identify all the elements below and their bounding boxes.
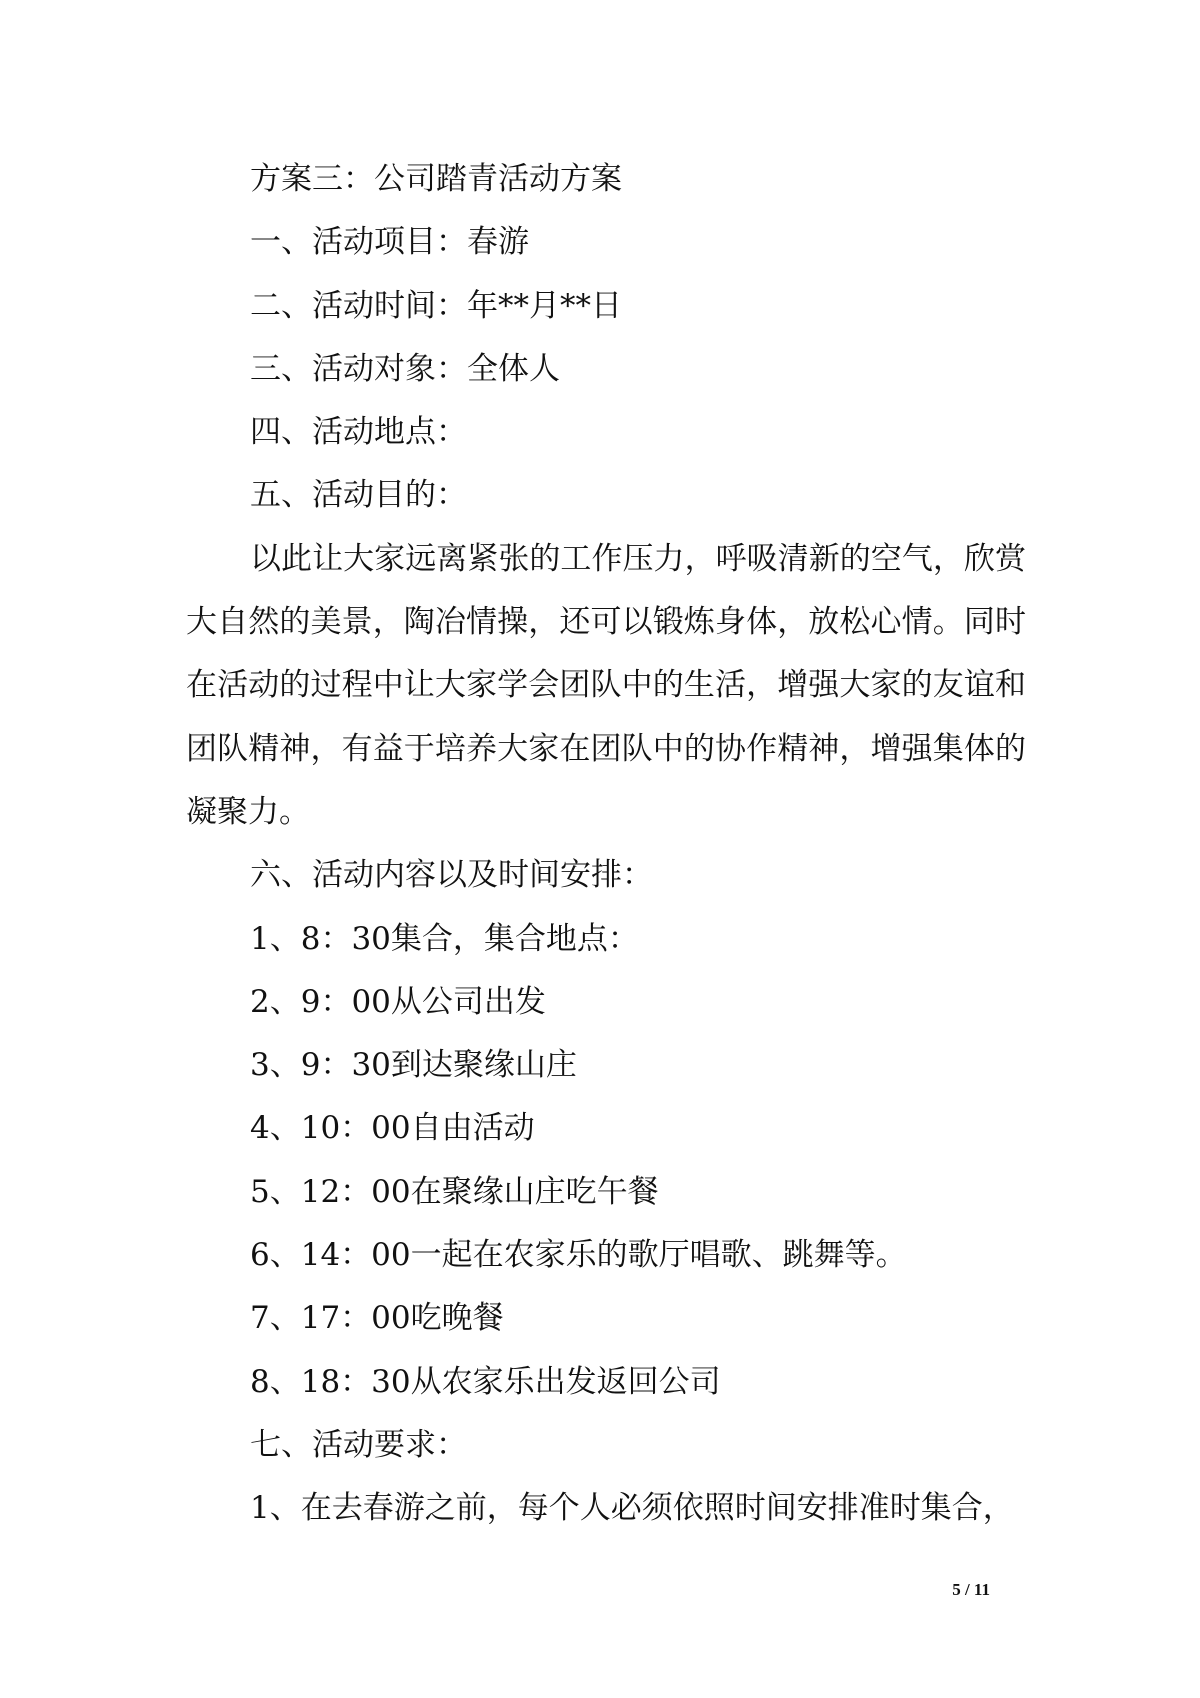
section-activity-location: 四、活动地点： [250,414,467,451]
schedule-item: 7、17：00吃晚餐 [250,1300,504,1337]
requirement-item: 1、在去春游之前，每个人必须依照时间安排准时集合， [250,1490,1014,1527]
schedule-item: 6、14：00一起在农家乐的歌厅唱歌、跳舞等。 [250,1237,907,1274]
schedule-item: 8、18：30从农家乐出发返回公司 [250,1363,721,1400]
schedule-item: 1、8：30集合，集合地点： [250,920,639,957]
document-body [186,148,1026,1541]
schedule-item: 2、9：00从公司出发 [250,983,546,1020]
page-number: 5 / 11 [952,1580,990,1599]
section-activity-item: 一、活动项目：春游 [250,224,529,261]
section-activity-target: 三、活动对象：全体人 [250,350,560,387]
schedule-item: 5、12：00在聚缘山庄吃午餐 [250,1173,659,1210]
section-requirements-heading: 七、活动要求： [250,1426,467,1463]
schedule-item: 3、9：30到达聚缘山庄 [250,1047,577,1084]
section-activity-time: 二、活动时间：年**月**日 [250,287,622,324]
section-activity-purpose: 五、活动目的： [250,477,467,514]
schedule-item: 4、10：00自由活动 [250,1110,535,1147]
section-schedule-heading: 六、活动内容以及时间安排： [250,857,653,894]
document-title: 方案三：公司踏青活动方案 [250,161,622,197]
purpose-paragraph: 以此让大家远离紧张的工作压力，呼吸清新的空气，欣赏大自然的美景，陶冶情操，还可以锻炼身体，放松心情。同时在活动的过程中让大家学会团队中的生活，增强大家的友谊和团队精神，有益于培养大家在团队中的协作精神，增强集体的凝聚力。 [186,540,1026,830]
